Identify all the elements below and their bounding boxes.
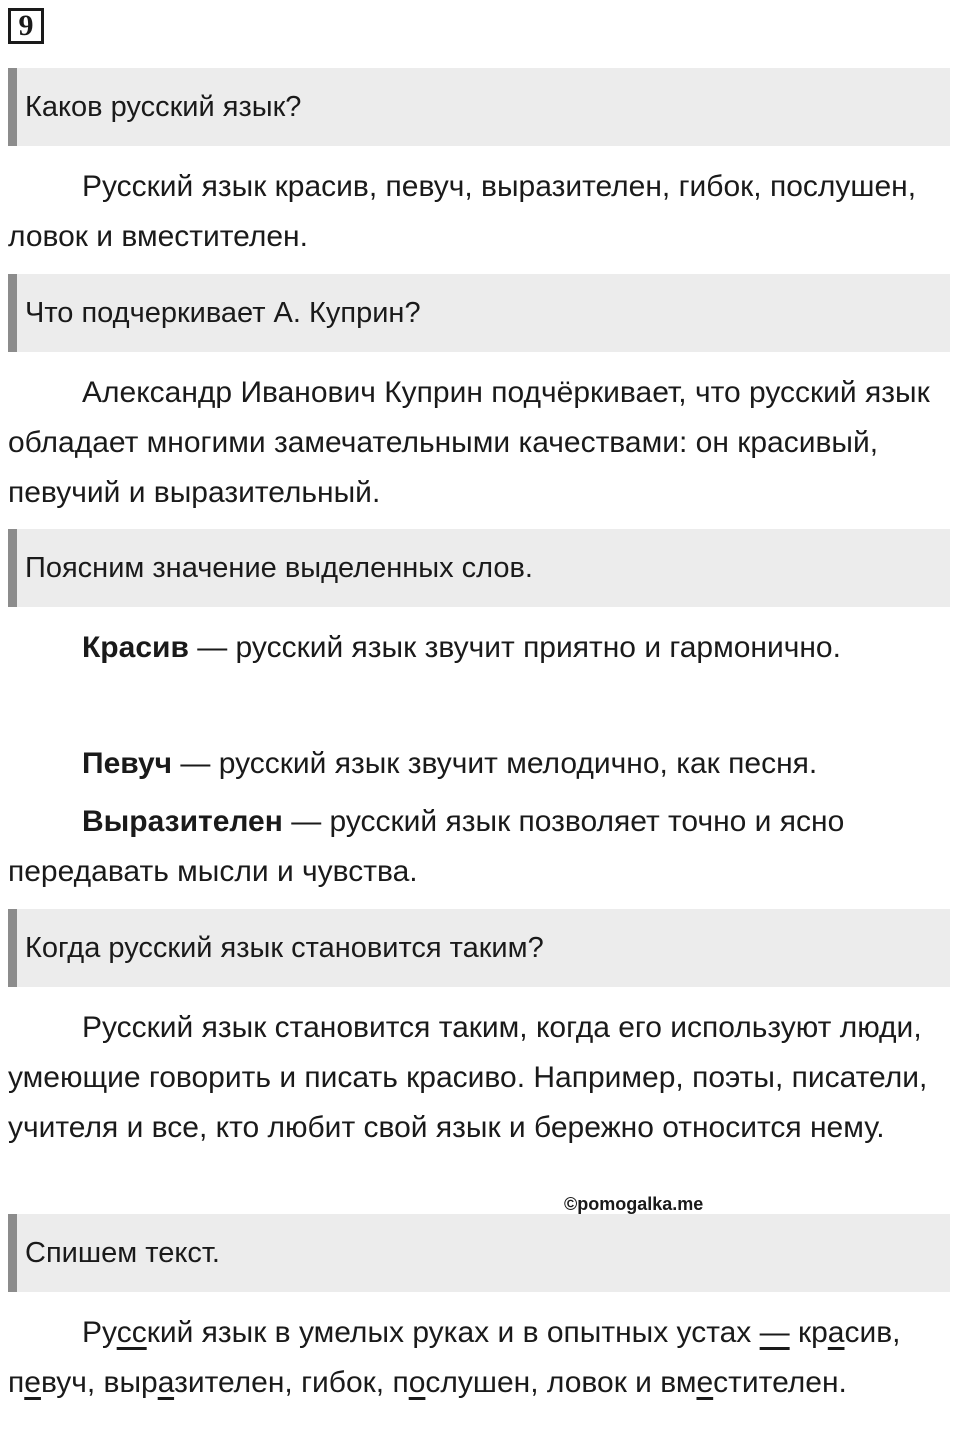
definition-text: — русский язык звучит мелодично, как песня.	[172, 747, 818, 780]
definition-text: — русский язык звучит приятно и гармонично.	[188, 631, 841, 664]
question-2: Что подчеркивает А. Куприн?	[8, 274, 950, 352]
term-vyrazitelen: Выразителен	[82, 805, 283, 838]
underlined-letters: а	[827, 1316, 845, 1349]
text-fragment: вуч, выр	[40, 1366, 158, 1399]
definition-text: — русский язык позволяет точно и ясно передавать мысли и чувства.	[8, 805, 845, 888]
question-1: Каков русский язык?	[8, 68, 950, 146]
underlined-letters: а	[157, 1366, 175, 1399]
text-fragment: Ру	[82, 1316, 117, 1349]
answer-1: Русский язык красив, певуч, выразителен, гибок, послушен, ловок и вместителен.	[8, 170, 917, 253]
question-3: Поясним значение выделенных слов.	[8, 529, 950, 607]
copied-text	[8, 1308, 943, 1408]
underlined-letters: сс	[116, 1316, 147, 1349]
question-5: Спишем текст.	[8, 1214, 950, 1292]
underlined-letters: о	[408, 1366, 426, 1399]
text-fragment: сив, п	[8, 1316, 901, 1399]
text-fragment: кр	[789, 1316, 828, 1349]
watermark: ©pomogalka.me	[564, 1194, 704, 1214]
text-fragment: зителен, гибок, п	[174, 1366, 409, 1399]
underlined-letters: е	[24, 1366, 41, 1399]
text-fragment: стителен.	[713, 1366, 847, 1399]
text-fragment: кий язык в умелых руках и в опытных устах	[146, 1316, 760, 1349]
definition-vyrazitelen	[8, 797, 943, 897]
task-number: 9	[8, 8, 44, 44]
text-fragment: слушен, ловок и вм	[425, 1366, 697, 1399]
answer-4: Русский язык становится таким, когда его используют люди, умеющие говорить и писать красиво. Например, поэты, писатели, учителя и все, кто любит свой язык и бережно относится нему.	[8, 1011, 928, 1144]
underlined-dash: —	[759, 1316, 790, 1349]
definition-pevuch	[8, 739, 943, 789]
answer-2: Александр Иванович Куприн подчёркивает, что русский язык обладает многими замечательными качествами: он красивый, певучий и выразительный.	[8, 376, 930, 509]
term-krasiv: Красив	[82, 631, 189, 664]
question-4: Когда русский язык становится таким?	[8, 909, 950, 987]
term-pevuch: Певуч	[82, 747, 173, 780]
definition-krasiv	[8, 623, 943, 673]
underlined-letters: е	[696, 1366, 714, 1399]
